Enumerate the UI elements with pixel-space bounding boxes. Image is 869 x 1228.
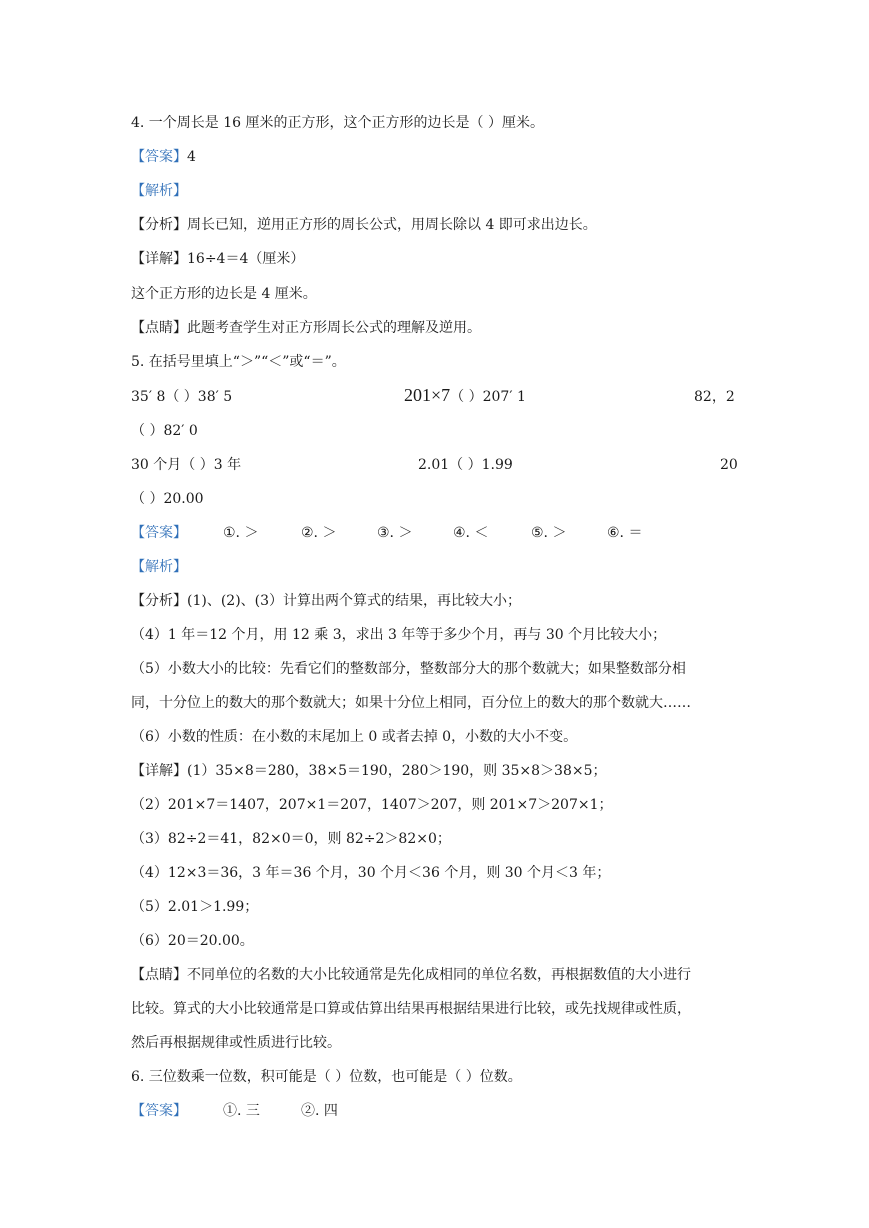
answer-tag: 【答案】: [131, 525, 187, 541]
q5-fenxi-3: （5）小数大小的比较：先看它们的整数部分，整数部分大的那个数就大；如果整数部分相: [131, 661, 686, 677]
q5-dianjing-1: 【点睛】不同单位的名数的大小比较通常是先化成相同的单位名数，再根据数值的大小进行: [131, 967, 691, 983]
q5-analysis-tag: 【解析】: [131, 559, 187, 575]
answer-4: ④. ＜: [453, 525, 489, 541]
q5-answer: [131, 523, 643, 543]
q4-xiangjie: 【详解】16÷4＝4（厘米）: [131, 251, 305, 267]
q5-xiangjie-6: （6）20＝20.00。: [131, 933, 254, 949]
q4-fenxi: 【分析】周长已知，逆用正方形的周长公式，用周长除以 4 即可求出边长。: [131, 217, 597, 233]
answer-6: ⑥. ＝: [607, 525, 643, 541]
answer-1: ①. 三: [223, 1103, 260, 1119]
q5-xiangjie-2: （2）201×7＝1407，207×1＝207，1407＞207，则 201×7＞207×1；: [131, 797, 613, 813]
q5-xiangjie-4: （4）12×3＝36，3 年＝36 个月，30 个月＜36 个月，则 30 个月＜3 年；: [131, 865, 611, 881]
answer-value: 4: [187, 149, 196, 165]
answer-2: ②. ＞: [301, 525, 337, 541]
q5-item-f-tail: （ ）20.00: [131, 491, 204, 507]
q4-question: 4. 一个周长是 16 厘米的正方形，这个正方形的边长是（ ）厘米。: [131, 115, 544, 131]
answer-5: ⑤. ＞: [531, 525, 567, 541]
answer-1: ①. ＞: [223, 525, 259, 541]
q5-item-a: 35′ 8（ ）38′ 5: [131, 389, 233, 405]
answer-3: ③. ＞: [377, 525, 413, 541]
q5-question: 5. 在括号里填上“＞”“＜”或“＝”。: [131, 354, 346, 370]
q5-dianjing-2: 比较。算式的大小比较通常是口算或估算出结果再根据结果进行比较，或先找规律或性质，: [131, 1001, 691, 1017]
answer-2: ②. 四: [301, 1103, 338, 1119]
q4-dianjing: 【点睛】此题考查学生对正方形周长公式的理解及逆用。: [131, 320, 481, 336]
q5-item-b-rest: （ ）207′ 1: [450, 389, 526, 405]
q5-xiangjie-3: （3）82÷2＝41，82×0＝0，则 82÷2＞82×0；: [131, 831, 451, 847]
q5-item-e: 2.01（ ）1.99: [418, 457, 513, 473]
q5-item-d: 30 个月（ ）3 年: [131, 457, 242, 473]
q5-xiangjie-1: 【详解】(1）35×8＝280，38×5＝190，280＞190，则 35×8＞38×5；: [131, 763, 607, 779]
q4-conclusion: 这个正方形的边长是 4 厘米。: [131, 286, 317, 302]
q5-item-c-tail: （ ）82′ 0: [131, 423, 198, 439]
q4-answer: [131, 147, 196, 167]
q4-analysis-tag: 【解析】: [131, 183, 187, 199]
q6-answer: [131, 1101, 338, 1121]
q5-fenxi-5: （6）小数的性质：在小数的末尾加上 0 或者去掉 0，小数的大小不变。: [131, 729, 578, 745]
q6-question: 6. 三位数乘一位数，积可能是（ ）位数，也可能是（ ）位数。: [131, 1069, 522, 1085]
q5-item-b: [404, 385, 526, 407]
q5-dianjing-3: 然后再根据规律或性质进行比较。: [131, 1035, 341, 1051]
q5-fenxi-2: （4）1 年＝12 个月，用 12 乘 3，求出 3 年等于多少个月，再与 30 个月比较大小；: [131, 627, 667, 643]
q5-item-f-head: 20: [720, 457, 738, 473]
q5-item-b-lead: 201×7: [404, 385, 451, 405]
answer-tag: 【答案】: [131, 1103, 187, 1119]
q5-fenxi-4: 同，十分位上的数大的那个数就大；如果十分位上相同，百分位上的数大的那个数就大……: [131, 695, 691, 711]
q5-fenxi-1: 【分析】(1)、(2)、(3）计算出两个算式的结果，再比较大小；: [131, 593, 522, 609]
q5-xiangjie-5: （5）2.01＞1.99；: [131, 899, 259, 915]
q5-item-c-head: 82，2: [694, 389, 735, 405]
answer-tag: 【答案】: [131, 149, 187, 165]
